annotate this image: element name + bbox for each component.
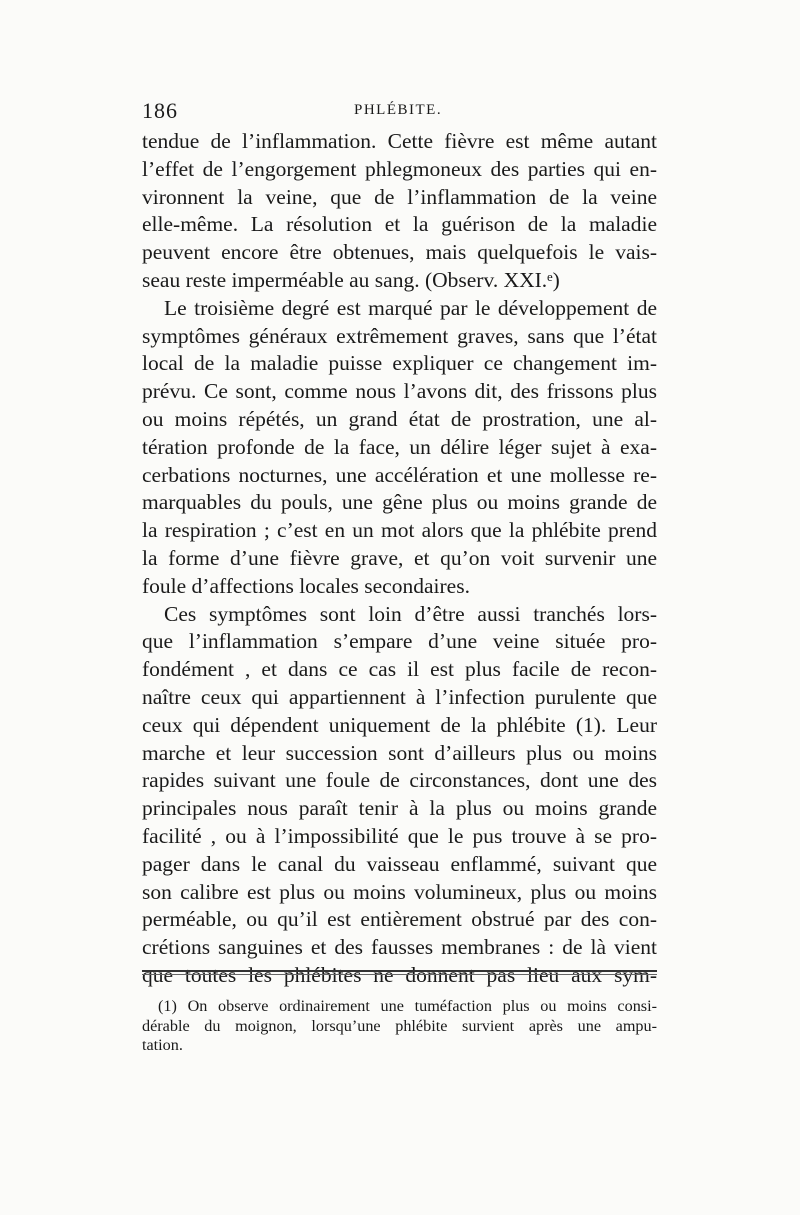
text-line: que l’inflammation s’empare d’une veine située pro- <box>142 629 657 654</box>
text-line: prévu. Ce sont, comme nous l’avons dit, des frissons plus <box>142 379 657 404</box>
text-line: ceux qui dépendent uniquement de la phlébite (1). Leur <box>142 712 657 737</box>
text-line: seau reste imperméable au sang. (Observ. XXI.ᵉ) <box>142 267 560 292</box>
page-header <box>142 98 657 124</box>
text-line: son calibre est plus ou moins volumineux, plus ou moins <box>142 879 657 904</box>
text-line: cerbations nocturnes, une accélération et une mollesse re- <box>142 462 657 487</box>
text-line: l’effet de l’engorgement phlegmoneux des parties qui en- <box>142 156 657 181</box>
text-line: principales nous paraît tenir à la plus ou moins grande <box>142 796 657 821</box>
text-line: marche et leur succession sont d’ailleurs plus ou moins <box>142 740 657 765</box>
text-line: la forme d’une fièvre grave, et qu’on voit survenir une <box>142 545 657 570</box>
text-line: rapides suivant une foule de circonstances, dont une des <box>142 768 657 793</box>
page-number: 186 <box>142 98 178 123</box>
body-text <box>142 128 657 990</box>
text-line: symptômes généraux extrêmement graves, sans que l’état <box>142 323 657 348</box>
text-line: marquables du pouls, une gêne plus ou moins grande de <box>142 490 657 515</box>
text-line: crétions sanguines et des fausses membranes : de là vient <box>142 935 657 960</box>
footnote <box>142 997 657 1056</box>
footnote-rule <box>142 970 657 972</box>
text-line <box>142 962 657 990</box>
footnote-line: tation. <box>142 1036 183 1055</box>
text-line: tendue de l’inflammation. Cette fièvre est même autant <box>142 129 657 153</box>
footnote-line: (1) On observe ordinairement une tuméfaction plus ou moins consi- <box>158 997 657 1015</box>
text-line: pager dans le canal du vaisseau enflammé, suivant que <box>142 851 657 876</box>
text-line: naître ceux qui appartiennent à l’infection purulente que <box>142 684 657 709</box>
text-line: vironnent la veine, que de l’inflammation de la veine <box>142 184 657 209</box>
running-title: PHLÉBITE. <box>354 102 443 118</box>
text-line: perméable, ou qu’il est entièrement obstrué par des con- <box>142 907 657 932</box>
text-line: fondément , et dans ce cas il est plus facile de recon- <box>142 657 657 682</box>
text-line: local de la maladie puisse expliquer ce changement im- <box>142 351 657 376</box>
text-line: foule d’affections locales secondaires. <box>142 573 470 598</box>
text-line: elle-même. La résolution et la guérison de la maladie <box>142 212 657 237</box>
text-line: facilité , ou à l’impossibilité que le pus trouve à se pro- <box>142 823 657 848</box>
footnote-line: dérable du moignon, lorsqu’une phlébite survient après une ampu- <box>142 1016 657 1035</box>
text-line: Le troisième degré est marqué par le développement de <box>164 295 657 320</box>
text-line: Ces symptômes sont loin d’être aussi tranchés lors- <box>164 601 657 626</box>
footnote-rule-thin <box>142 974 657 975</box>
text-line: tération profonde de la face, un délire léger sujet à exa- <box>142 434 657 459</box>
text-line: ou moins répétés, un grand état de prostration, une al- <box>142 406 657 431</box>
text-line: la respiration ; c’est en un mot alors que la phlébite prend <box>142 518 657 543</box>
text-line: peuvent encore être obtenues, mais quelquefois le vais- <box>142 240 657 265</box>
